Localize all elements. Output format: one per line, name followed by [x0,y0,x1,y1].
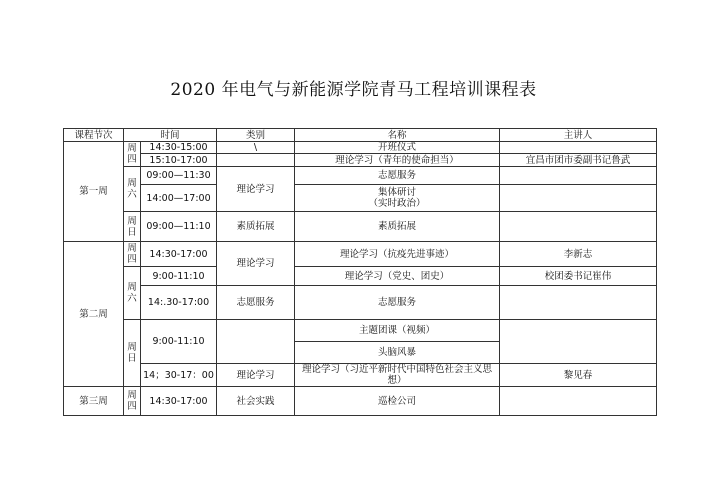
lecturer-cell [500,167,657,185]
name-cell: 集体研讨 （实时政治） [295,185,500,212]
lecturer-cell [500,185,657,212]
table-row [64,267,657,286]
lecturer-cell: 宜昌市团市委副书记鲁武 [500,154,657,167]
lecturer-cell: 校团委书记崔伟 [500,267,657,286]
category-cell: 志愿服务 [217,286,295,320]
header-lecturer: 主讲人 [500,129,657,142]
name-cell: 志愿服务 [295,167,500,185]
name-cell: 志愿服务 [295,286,500,320]
header-category: 类别 [217,129,295,142]
time-cell: 9:00-11:10 [141,267,217,286]
time-cell: 14:.30-17:00 [141,286,217,320]
time-cell: 09:00—11:30 [141,167,217,185]
table-row [64,387,657,416]
table-row [64,167,657,185]
week-cell: 第三周 [64,387,124,416]
day-cell: 周 四 [124,242,141,267]
table-row [64,142,657,154]
table-row [64,320,657,333]
day-cell: 周 六 [124,167,141,212]
lecturer-cell [500,320,657,364]
table-row [64,185,657,195]
page-title: 2020 年电气与新能源学院青马工程培训课程表 [170,80,537,100]
time-cell: 14:00—17:00 [141,185,217,212]
week-cell: 第一周 [64,142,124,242]
name-cell: 素质拓展 [295,212,500,242]
schedule-table [63,128,657,416]
header-time: 时间 [124,129,217,142]
time-cell: 14:30-17:00 [141,387,217,416]
header-row [64,129,657,142]
name-cell: 巡检公司 [295,387,500,416]
category-cell: 理论学习 [217,242,295,286]
table-row [64,154,657,167]
category-cell: \ [217,142,295,154]
name-cell: 开班仪式 [295,142,500,154]
time-cell: 09:00—11:10 [141,212,217,242]
category-cell: 理论学习 [217,364,295,387]
day-cell: 周 四 [124,142,141,167]
day-cell: 周 日 [124,320,141,387]
table-row [64,212,657,242]
day-cell: 周 日 [124,212,141,242]
header-session: 课程节次 [64,129,124,142]
week-cell: 第二周 [64,242,124,387]
name-cell: 理论学习（习近平新时代中国特色社会主义思想） [295,364,500,387]
category-cell [217,154,295,167]
table-row [64,286,657,320]
name-cell: 头脑风暴 [295,342,500,364]
lecturer-cell: 李新志 [500,242,657,267]
time-cell: 14；30-17：00 [141,364,217,387]
category-cell: 素质拓展 [217,212,295,242]
header-name: 名称 [295,129,500,142]
lecturer-cell [500,387,657,416]
name-cell: 主题团课（视频） [295,320,500,342]
table-row [64,364,657,387]
category-cell: 社会实践 [217,387,295,416]
lecturer-cell [500,142,657,154]
time-cell: 9:00-11:10 [141,320,217,364]
name-cell: 理论学习（抗疫先进事迹） [295,242,500,267]
time-cell: 15:10-17:00 [141,154,217,167]
name-cell: 理论学习（青年的使命担当） [295,154,500,167]
lecturer-cell: 黎见春 [500,364,657,387]
day-cell: 周 六 [124,267,141,320]
day-cell: 周 四 [124,387,141,416]
category-cell [217,320,295,364]
lecturer-cell [500,286,657,320]
time-cell: 14:30-15:00 [141,142,217,154]
time-cell: 14:30-17:00 [141,242,217,267]
table-row [64,242,657,267]
lecturer-cell [500,212,657,242]
name-cell: 理论学习（党史、团史） [295,267,500,286]
category-cell: 理论学习 [217,167,295,212]
